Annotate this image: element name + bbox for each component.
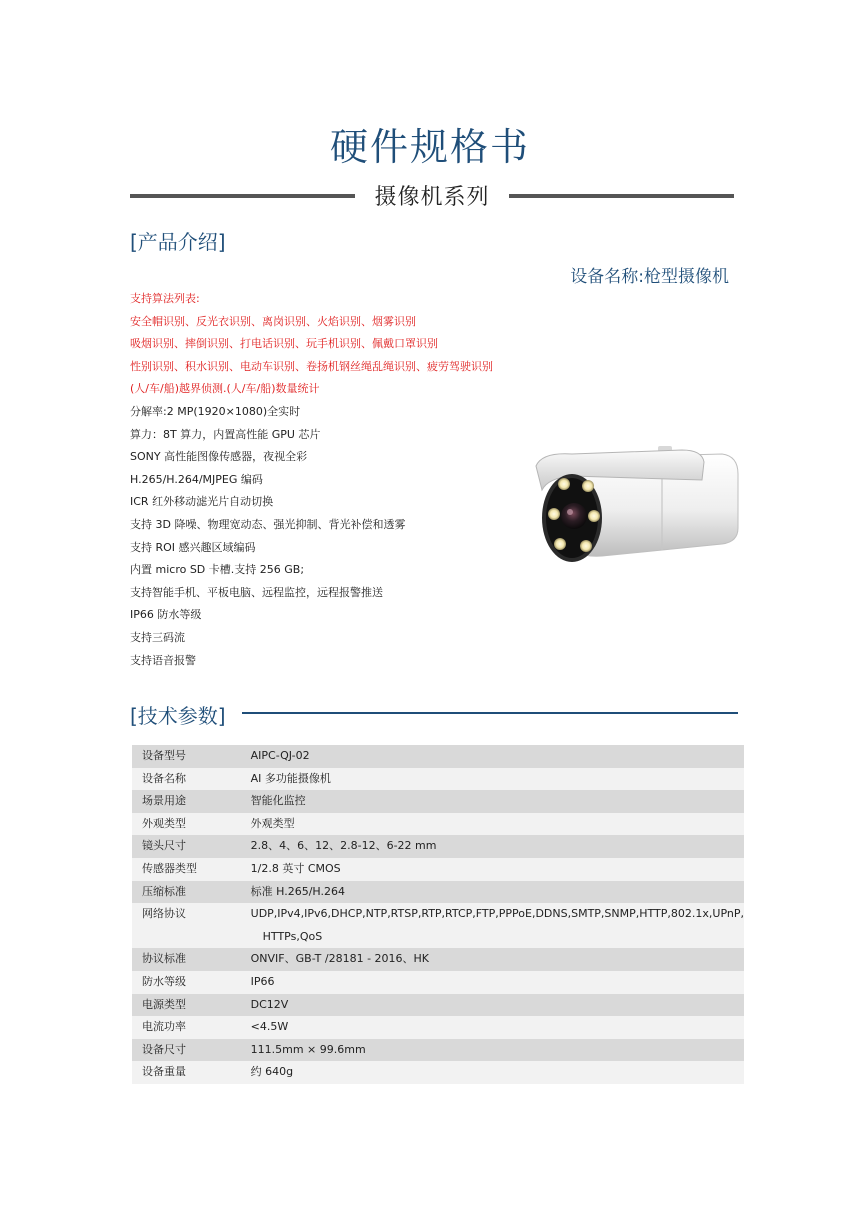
spec-value-continued: HTTPs,QoS [262, 929, 323, 943]
spec-value-cell [251, 1061, 744, 1084]
bullet-camera-image [532, 440, 742, 570]
feature-item: 算力：8T 算力，内置高性能 GPU 芯片 [130, 427, 321, 441]
feature-item: 吸烟识别、摔倒识别、打电话识别、玩手机识别、佩戴口罩识别 [130, 337, 438, 351]
spec-value-cell [251, 948, 744, 971]
spec-value-cell [251, 1039, 744, 1062]
device-name-label: 设备名称:枪型摄像机 [570, 267, 729, 287]
table-row [132, 858, 744, 881]
feature-item: 内置 micro SD 卡槽.支持 256 GB; [130, 563, 305, 577]
table-row [132, 1039, 744, 1062]
spec-value: <4.5W [250, 1020, 289, 1034]
spec-value-cell [251, 813, 744, 836]
table-row [132, 948, 744, 971]
section-spec-rule [242, 712, 738, 714]
spec-value-cell [251, 1016, 744, 1039]
feature-item: 支持语音报警 [130, 653, 196, 667]
feature-item: SONY 高性能图像传感器，夜视全彩 [130, 450, 308, 464]
subtitle-row [130, 180, 734, 212]
subtitle-right-rule [509, 194, 734, 198]
spec-value-cell [251, 903, 744, 948]
spec-key: 传感器类型 [142, 861, 197, 875]
table-row [132, 1016, 744, 1039]
spec-value: UDP,IPv4,IPv6,DHCP,NTP,RTSP,RTP,RTCP,FTP,PPPoE,DDNS,SMTP,SNMP,HTTP,802.1x,UPnP, [250, 907, 744, 921]
spec-value-cell [251, 745, 744, 768]
table-row [132, 1061, 744, 1084]
spec-value: AI 多功能摄像机 [250, 771, 331, 785]
document-title: 硬件规格书 [329, 125, 530, 169]
document-subtitle: 摄像机系列 [374, 185, 490, 210]
spec-value: 约 640g [250, 1065, 294, 1079]
feature-item: IP66 防水等级 [130, 608, 202, 622]
spec-key: 防水等级 [142, 974, 186, 988]
table-row [132, 790, 744, 813]
spec-value-cell [251, 858, 744, 881]
spec-value: 2.8、4、6、12、2.8-12、6-22 mm [250, 839, 437, 853]
spec-key: 场景用途 [142, 794, 186, 808]
feature-item: 支持三码流 [130, 630, 185, 644]
spec-value: 外观类型 [250, 816, 295, 830]
spec-value: 111.5mm × 99.6mm [250, 1042, 366, 1056]
subtitle-left-rule [130, 194, 355, 198]
feature-list [130, 288, 550, 672]
spec-value-cell [251, 835, 744, 858]
table-row [132, 745, 744, 768]
spec-key: 设备名称 [142, 771, 186, 785]
spec-value: 1/2.8 英寸 CMOS [250, 861, 341, 875]
spec-key: 电流功率 [142, 1020, 186, 1034]
spec-value-cell [251, 994, 744, 1017]
spec-key: 设备型号 [142, 749, 186, 762]
spec-key: 电源类型 [142, 997, 186, 1011]
spec-key: 设备重量 [142, 1065, 186, 1079]
table-row [132, 813, 744, 836]
section-heading-intro: [产品介绍] [130, 230, 226, 254]
spec-value: 智能化监控 [250, 794, 306, 808]
feature-item: (人/车/船)越界侦测.(人/车/船)数量统计 [130, 382, 320, 396]
spec-value-cell [251, 971, 744, 994]
spec-key: 协议标准 [142, 952, 186, 966]
spec-value: ONVIF、GB-T /28181 - 2016、HK [250, 952, 430, 966]
table-row [132, 881, 744, 904]
feature-item: 分解率:2 MP(1920×1080)全实时 [130, 404, 301, 418]
feature-item: 支持算法列表: [130, 292, 200, 305]
spec-key: 压缩标准 [142, 884, 186, 898]
spec-value: IP66 [250, 974, 275, 988]
spec-key: 网络协议 [142, 907, 186, 921]
table-row [132, 835, 744, 858]
table-row [132, 768, 744, 791]
feature-item: 安全帽识别、反光衣识别、离岗识别、火焰识别、烟雾识别 [130, 314, 416, 328]
feature-item: ICR 红外移动滤光片自动切换 [130, 495, 274, 509]
feature-item: 性别识别、积水识别、电动车识别、卷扬机钢丝绳乱绳识别、疲劳驾驶识别 [130, 359, 493, 373]
spec-key: 镜头尺寸 [142, 839, 186, 853]
feature-item: H.265/H.264/MJPEG 编码 [130, 472, 263, 486]
spec-value: DC12V [250, 997, 289, 1011]
spec-value-cell [251, 790, 744, 813]
spec-value: 标准 H.265/H.264 [250, 884, 345, 898]
table-row [132, 971, 744, 994]
feature-item: 支持 ROI 感兴趣区域编码 [130, 540, 256, 554]
feature-item: 支持 3D 降噪、物理宽动态、强光抑制、背光补偿和透雾 [130, 517, 406, 531]
table-row [132, 903, 744, 948]
spec-value-cell [251, 768, 744, 791]
spec-value: AIPC-QJ-02 [250, 749, 310, 762]
section-heading-spec: [技术参数] [130, 704, 226, 728]
spec-value-cell [251, 881, 744, 904]
spec-key: 外观类型 [142, 816, 186, 830]
table-row [132, 994, 744, 1017]
spec-key: 设备尺寸 [142, 1042, 186, 1056]
feature-item: 支持智能手机、平板电脑、远程监控，远程报警推送 [130, 585, 383, 599]
spec-table [132, 745, 744, 1084]
